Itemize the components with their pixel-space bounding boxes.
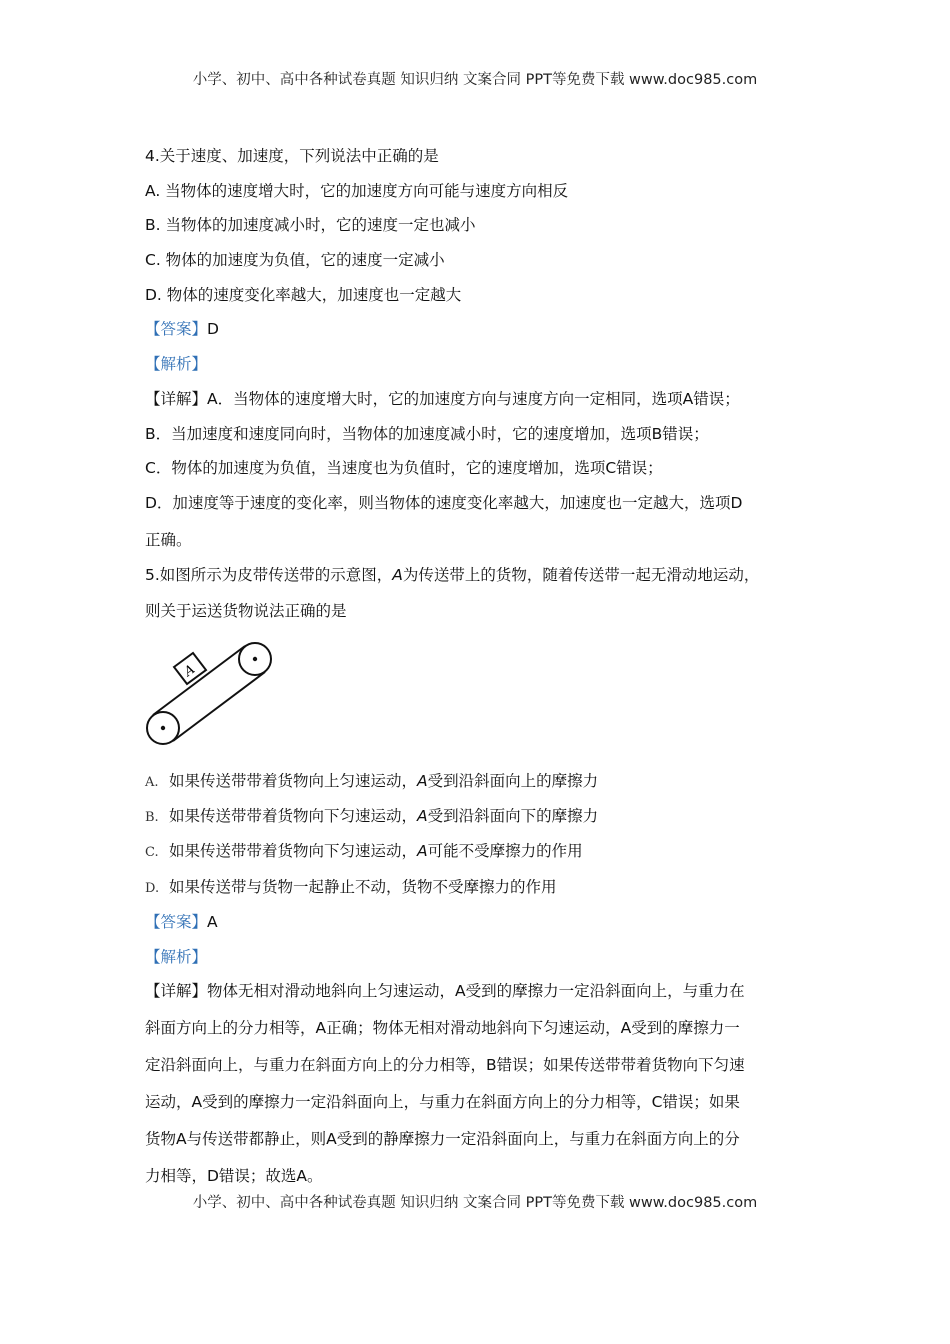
option-text: 如果传送带带着货物向下匀速运动， xyxy=(169,842,418,860)
page-header: 小学、初中、高中各种试卷真题 知识归纳 文案合同 PPT等免费下载 www.doc985.com xyxy=(192,72,758,88)
option-text: 如果传送带带着货物向下匀速运动， xyxy=(169,807,418,825)
q5-stem-line-2: 则关于运送货物说法正确的是 xyxy=(145,602,347,620)
cargo-variable: A xyxy=(417,807,428,825)
option-letter: B. xyxy=(145,810,159,825)
q4-answer xyxy=(145,319,219,339)
q5-option-d xyxy=(145,877,557,899)
stem-text: 5.如图所示为皮带传送带的示意图， xyxy=(145,566,393,584)
q4-option-a: A. 当物体的速度增大时，它的加速度方向可能与速度方向相反 xyxy=(145,182,569,200)
answer-value: D xyxy=(207,320,219,338)
q5-detail-line-3: 定沿斜面向上，与重力在斜面方向上的分力相等，B错误；如果传送带带着货物向下匀速 xyxy=(145,1056,745,1074)
belt-top xyxy=(153,646,245,715)
detail-text: 物体无相对滑动地斜向上匀速运动，A受到的摩擦力一定沿斜面向上，与重力在 xyxy=(207,982,745,1000)
option-text: 受到沿斜面向上的摩擦力 xyxy=(427,772,599,790)
option-text: 可能不受摩擦力的作用 xyxy=(427,842,583,860)
q5-option-b xyxy=(145,806,598,828)
q4-stem: 4.关于速度、加速度，下列说法中正确的是 xyxy=(145,147,439,165)
conveyor-belt-figure xyxy=(145,632,280,752)
q4-detail-line-4: D．加速度等于速度的变化率，则当物体的速度变化率越大，加速度也一定越大，选项D xyxy=(145,494,743,512)
option-letter: D. xyxy=(145,881,160,896)
q5-option-a xyxy=(145,771,598,793)
q5-detail-line-6: 力相等，D错误；故选A。 xyxy=(145,1167,323,1185)
detail-label: 【详解】 xyxy=(145,982,208,1000)
q4-option-c: C. 物体的加速度为负值，它的速度一定减小 xyxy=(145,251,445,269)
option-letter: C. xyxy=(145,845,159,860)
option-text: 如果传送带带着货物向上匀速运动， xyxy=(169,772,418,790)
option-text: 如果传送带与货物一起静止不动，货物不受摩擦力的作用 xyxy=(169,878,557,896)
q4-detail-line-3: C．物体的加速度为负值，当速度也为负值时，它的速度增加，选项C错误； xyxy=(145,459,663,477)
q5-detail-line-2: 斜面方向上的分力相等，A正确；物体无相对滑动地斜向下匀速运动，A受到的摩擦力一 xyxy=(145,1019,740,1037)
q4-detail-line-1 xyxy=(145,389,740,409)
answer-label: 【答案】 xyxy=(145,913,208,931)
cargo-variable: A xyxy=(392,566,403,584)
q4-analysis-label: 【解析】 xyxy=(145,355,208,373)
cargo-label: A xyxy=(181,662,198,680)
option-text: 受到沿斜面向下的摩擦力 xyxy=(427,807,599,825)
lower-axle xyxy=(161,726,165,730)
cargo-variable: A xyxy=(417,842,428,860)
cargo-variable: A xyxy=(417,772,428,790)
q5-option-c xyxy=(145,841,583,863)
detail-text: A．当物体的速度增大时，它的加速度方向与速度方向一定相同，选项A错误； xyxy=(207,390,740,408)
q5-detail-line-4: 运动，A受到的摩擦力一定沿斜面向上，与重力在斜面方向上的分力相等，C错误；如果 xyxy=(145,1093,740,1111)
page-footer: 小学、初中、高中各种试卷真题 知识归纳 文案合同 PPT等免费下载 www.doc985.com xyxy=(192,1195,758,1211)
q4-option-b: B. 当物体的加速度减小时，它的速度一定也减小 xyxy=(145,216,476,234)
stem-text: 为传送带上的货物，随着传送带一起无滑动地运动， xyxy=(402,566,760,584)
option-letter: A. xyxy=(145,775,159,790)
q5-stem-line-1 xyxy=(145,565,759,585)
upper-axle xyxy=(253,657,257,661)
q4-detail-line-2: B．当加速度和速度同向时，当物体的加速度减小时，它的速度增加，选项B错误； xyxy=(145,425,709,443)
q4-detail-line-5: 正确。 xyxy=(145,531,192,549)
answer-value: A xyxy=(207,913,218,931)
q5-answer xyxy=(145,912,218,932)
answer-label: 【答案】 xyxy=(145,320,208,338)
detail-label: 【详解】 xyxy=(145,390,208,408)
q5-analysis-label: 【解析】 xyxy=(145,948,208,966)
q4-option-d: D. 物体的速度变化率越大，加速度也一定越大 xyxy=(145,286,462,304)
q5-detail-line-5: 货物A与传送带都静止，则A受到的静摩擦力一定沿斜面向上，与重力在斜面方向上的分 xyxy=(145,1130,740,1148)
q5-detail-line-1 xyxy=(145,981,745,1001)
